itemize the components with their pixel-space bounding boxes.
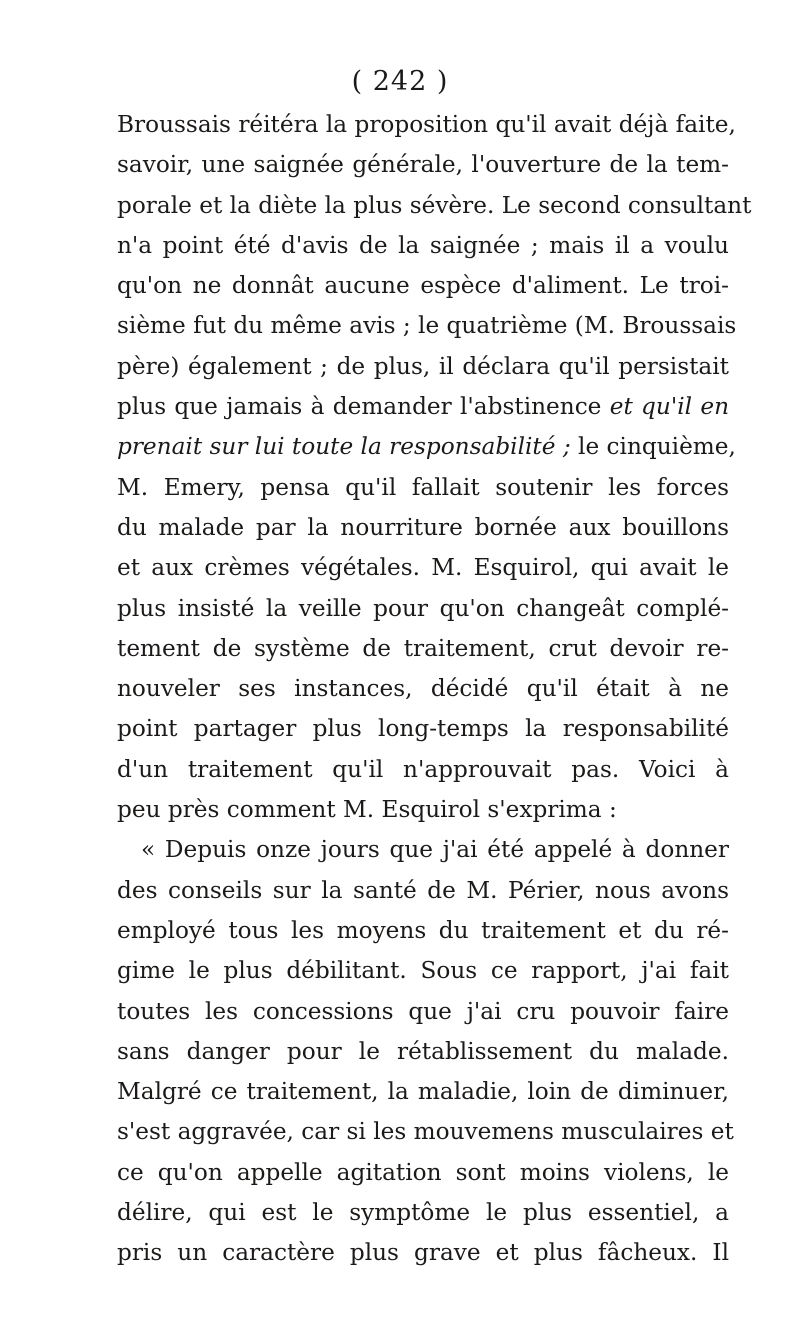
italic-run: prenait sur lui toute la responsabilité ; [117,433,571,461]
text-line: et aux crèmes végétales. M. Esquirol, qui avait le [117,554,729,582]
text-line-mixed [117,387,729,427]
text-line: point partager plus long-temps la responsabilité [117,715,729,743]
text-line: père) également ; de plus, il déclara qu'il persistait [117,352,729,380]
italic-run: et qu'il en [609,393,729,421]
text-line: gime le plus débilitant. Sous ce rapport, j'ai fait [117,957,729,985]
text-line: s'est aggravée, car si les mouvemens musculaires et [117,1118,734,1146]
text-line: sième fut du même avis ; le quatrième (M. Broussais [117,312,737,340]
text-line: délire, qui est le symptôme le plus essentiel, a [117,1199,729,1227]
text-line: qu'on ne donnât aucune espèce d'aliment. Le troi- [117,272,729,300]
text-line: toutes les concessions que j'ai cru pouvoir faire [117,997,729,1025]
text-line: « Depuis onze jours que j'ai été appelé à donner [141,836,729,864]
text-line: du malade par la nourriture bornée aux bouillons [117,513,729,541]
text-line: plus insisté la veille pour qu'on changeât complé- [117,594,729,622]
text-line: des conseils sur la santé de M. Périer, nous avons [117,876,729,904]
text-run: le cinquième, [570,433,736,461]
page-number: ( 242 ) [351,66,449,97]
text-line: Malgré ce traitement, la maladie, loin de diminuer, [117,1078,729,1106]
text-line: ce qu'on appelle agitation sont moins violens, le [117,1158,729,1186]
text-line: M. Emery, pensa qu'il fallait soutenir les forces [117,473,729,501]
text-line: tement de système de traitement, crut devoir re- [117,634,729,662]
text-line-mixed [117,427,736,467]
text-run: plus que jamais à demander l'abstinence [117,393,610,421]
text-line: d'un traitement qu'il n'approuvait pas. Voici à [117,755,729,783]
text-line: sans danger pour le rétablissement du malade. [117,1037,729,1065]
text-line: peu près comment M. Esquirol s'exprima : [117,796,617,824]
body-text [117,105,752,1274]
text-line: nouveler ses instances, décidé qu'il était à ne [117,675,729,703]
text-line: savoir, une saignée générale, l'ouverture de la tem- [117,151,729,179]
text-line: n'a point été d'avis de la saignée ; mais il a voulu [117,231,729,259]
text-line: porale et la diète la plus sévère. Le second consultant [117,191,752,219]
text-line: employé tous les moyens du traitement et du ré- [117,916,729,944]
text-line: pris un caractère plus grave et plus fâcheux. Il [117,1239,729,1267]
text-line: Broussais réitéra la proposition qu'il avait déjà faite, [117,111,736,138]
